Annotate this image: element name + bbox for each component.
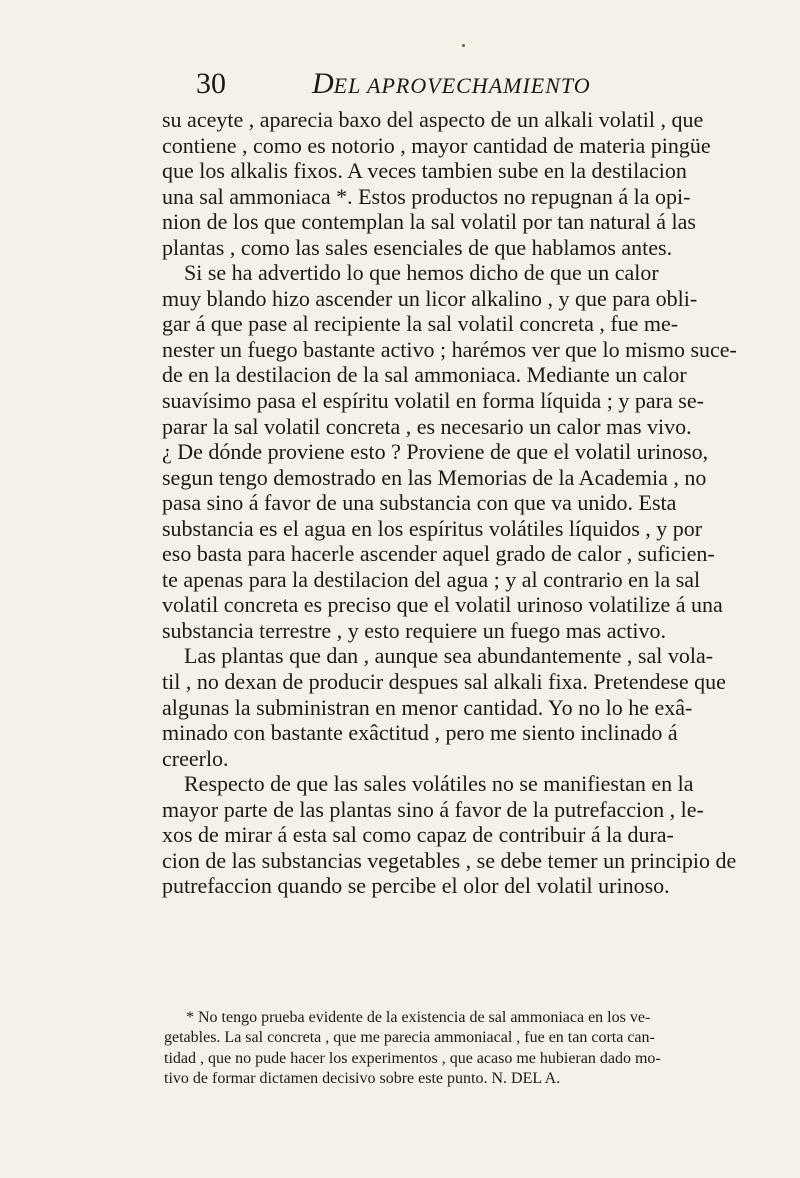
text-line: pasa sino á favor de una substancia con que va unido. Esta [162,490,677,516]
text-line: parar la sal volatil concreta , es necesario un calor mas vivo. [162,413,692,439]
text-line: minado con bastante exâctitud , pero me siento inclinado á [162,720,678,746]
text-line: Respecto de que las sales volátiles no se manifiestan en la [184,771,694,797]
text-line: creerlo. [162,745,229,771]
text-line: substancia es el agua en los espíritus volátiles líquidos , y por [162,515,703,541]
text-line: substancia terrestre , y esto requiere un fuego mas activo. [162,617,666,643]
text-line: de en la destilacion de la sal ammoniaca. Mediante un calor [162,362,687,388]
footnote-line: tidad , que no pude hacer los experimentos , que acaso me hubieran dado mo- [164,1049,661,1067]
text-line: gar á que pase al recipiente la sal volatil concreta , fue me- [162,311,679,337]
text-line: segun tengo demostrado en las Memorias de la Academia , no [162,464,707,490]
text-line: su aceyte , aparecia baxo del aspecto de un alkali volatil , que [162,107,704,132]
running-head-initial: D [312,67,334,100]
running-head [312,66,591,104]
text-line: muy blando hizo ascender un licor alkalino , y que para obli- [162,285,698,311]
text-line: xos de mirar á esta sal como capaz de contribuir á la dura- [162,822,674,848]
page-header [196,66,616,102]
text-line: contiene , como es notorio , mayor cantidad de materia pingüe [162,132,711,158]
text-line: te apenas para la destilacion del agua ; y al contrario en la sal [162,566,701,592]
text-line: suavísimo pasa el espíritu volatil en forma líquida ; y para se- [162,388,704,414]
text-line: putrefaccion quando se percibe el olor del volatil urinoso. [162,873,670,899]
footnote [164,1008,661,1090]
text-line: ¿ De dónde proviene esto ? Proviene de que el volatil urinoso, [162,439,709,465]
text-line: Las plantas que dan , aunque sea abundantemente , sal vola- [184,643,714,669]
running-head-rest: EL APROVECHAMIENTO [333,73,591,98]
text-line: algunas la subministran en menor cantidad. Yo no lo he exâ- [162,694,693,720]
text-line: til , no dexan de producir despues sal alkali fixa. Pretendese que [162,669,726,695]
footnote-line: * No tengo prueba evidente de la existencia de sal ammoniaca en los ve- [186,1009,651,1026]
text-line: plantas , como las sales esenciales de que hablamos antes. [162,234,673,260]
footnote-line: tivo de formar dictamen decisivo sobre este punto. N. DEL A. [164,1070,561,1088]
text-line: una sal ammoniaca *. Estos productos no repugnan á la opi- [162,183,691,209]
text-line: nion de los que contemplan la sal volatil por tan natural á las [162,209,696,235]
footnote-line: getables. La sal concreta , que me parecia ammoniacal , fue en tan corta can- [164,1029,655,1047]
text-line: mayor parte de las plantas sino á favor de la putrefaccion , le- [162,796,704,822]
text-line: que los alkalis fixos. A veces tambien sube en la destilacion [162,158,687,184]
text-line: volatil concreta es preciso que el volatil urinoso volatilize á una [162,592,723,618]
text-line: Si se ha advertido lo que hemos dicho de que un calor [184,260,659,286]
text-line: nester un fuego bastante activo ; harémos ver que lo mismo suce- [162,336,737,362]
text-line: eso basta para hacerle ascender aquel grado de calor , suficien- [162,541,715,567]
page-number: 30 [196,67,226,100]
main-text [162,107,737,899]
paper-speck [462,44,465,47]
text-line: cion de las substancias vegetables , se debe temer un principio de [162,847,737,873]
